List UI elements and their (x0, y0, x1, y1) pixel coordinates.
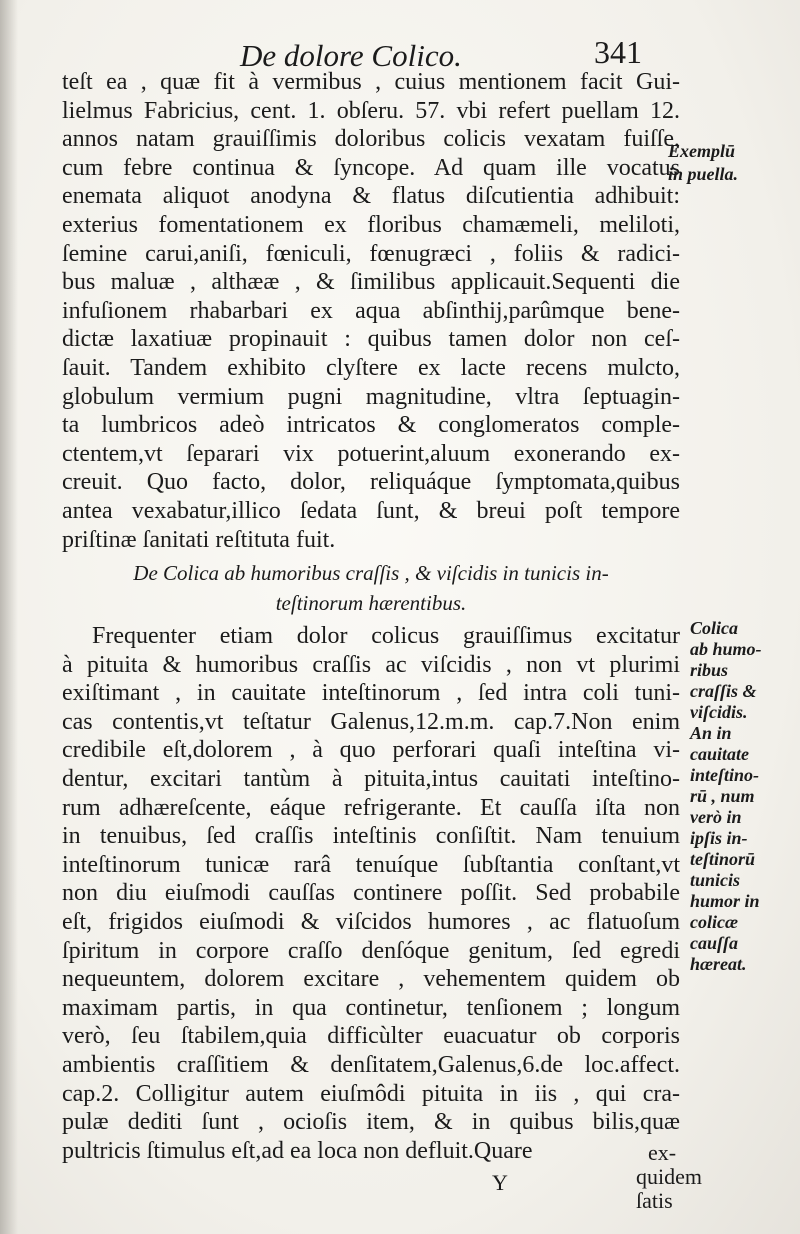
text-line: maximam partis, in qua continetur, tenſionem ; longum (62, 994, 680, 1021)
text-line: verò, ſeu ſtabilem,quia difficùlter euacuatur ob corporis (62, 1023, 680, 1050)
text-line: rum adhæreſcente, eáque refrigerante. Et cauſſa iſta non (62, 794, 680, 821)
text-line: pultricis ſtimulus eſt,ad ea loca non defluit.Quare (62, 1137, 533, 1164)
paragraph-1 (62, 68, 680, 554)
text-line: cap.2. Colligitur autem eiuſmôdi pituita in iis , qui cra- (62, 1080, 680, 1107)
text-line: enemata aliquot anodyna & flatus diſcutientia adhibuit: (62, 183, 680, 210)
text-line: dictæ laxatiuæ propinauit : quibus tamen dolor non ceſ- (62, 326, 680, 353)
text-line: credibile eſt,dolorem , à quo perforari quaſi inteſtina vi- (62, 737, 680, 764)
text-line: dentur, excitari tantùm à pituita,intus cauitati inteſtino- (62, 766, 680, 793)
margin-note-line: ab humo- (690, 639, 762, 659)
text-line: non diu eiuſmodi cauſſas continere poſſit. Sed probabile (62, 880, 680, 907)
margin-note-line: ribus (690, 660, 729, 680)
catchword-line: ex- (648, 1140, 677, 1165)
text-line: nequeuntem, dolorem excitare , vehementem quidem ob (62, 966, 680, 993)
margin-note-colica (690, 618, 762, 975)
text-line: exterius fomentationem ex floribus chamæmeli, meliloti, (62, 211, 680, 238)
margin-note-line: humor in (690, 891, 760, 911)
text-line: ctentem,vt ſeparari vix potuerint,aluum exonerando ex- (62, 440, 680, 467)
text-line: lielmus Fabricius, cent. 1. obſeru. 57. vbi refert puellam 12. (62, 97, 680, 124)
text-line: antea vexabatur,illico ſedata ſunt, & breui poſt tempore (62, 497, 680, 524)
section-heading (62, 558, 680, 618)
text-line: à pituita & humoribus craſſis ac viſcidis , non vt plurimi (62, 651, 680, 678)
margin-note-line: viſcidis. (690, 702, 748, 722)
gutter-shadow (0, 0, 18, 1234)
catchword-line: ſatis (636, 1188, 673, 1213)
text-line: ſemine carui,aniſi, fœniculi, fœnugræci , foliis & radici- (62, 240, 680, 267)
text-line: globulum vermium pugni magnitudine, vltra ſeptuagin- (62, 383, 680, 410)
main-text (62, 68, 680, 1165)
margin-note-line: inteſtino- (690, 765, 760, 785)
text-line: ta lumbricos adeò intricatos & conglomeratos comple- (62, 412, 680, 439)
text-line: infuſionem rhabarbari ex aqua abſinthij,parûmque bene- (62, 297, 680, 324)
signature-mark: Y (492, 1170, 508, 1195)
heading-line: De Colica ab humoribus craſſis , & viſcidis in tunicis in- (133, 561, 609, 586)
text-line: cas contentis,vt teſtatur Galenus,12.m.m. cap.7.Non enim (62, 708, 680, 735)
text-line: ſpiritum in corpore craſſo denſóque genitum, ſed egredi (62, 937, 680, 964)
margin-note-line: cauſſa (690, 933, 738, 953)
margin-note-line: tunicis (690, 870, 741, 890)
catchword-line: quidem (636, 1164, 702, 1189)
text-line: cum febre continua & ſyncope. Ad quam ille vocatus (62, 154, 680, 181)
margin-note-line: verò in (690, 807, 742, 827)
text-line: ſauit. Tandem exhibito clyſtere ex lacte recens mulcto, (62, 354, 680, 381)
margin-note-line: Colica (690, 618, 738, 638)
text-line: ambientis craſſitiem & denſitatem,Galenus,6.de loc.affect. (62, 1052, 680, 1078)
margin-note-line: ipſis in- (690, 828, 748, 848)
text-line: Frequenter etiam dolor colicus grauiſſimus excitatur (92, 623, 680, 650)
text-line: eſt, frigidos eiuſmodi & viſcidos humores , ac flatuoſum (62, 909, 680, 936)
page-number: 341 (594, 34, 642, 70)
margin-note-line: craſſis & (690, 681, 757, 701)
margin-note-line: Exemplū (668, 141, 736, 161)
text-line: priſtinæ ſanitati reſtituta fuit. (62, 526, 336, 553)
text-line: annos natam grauiſſimis doloribus colicis vexatam fuiſſe, (62, 126, 680, 153)
heading-line: teſtinorum hærentibus. (275, 591, 467, 616)
text-line: inteſtinorum tunicæ rarâ tenuíque ſubſtantia conſtant,vt (62, 851, 680, 878)
margin-note-example (668, 140, 738, 185)
text-line: in tenuibus, ſed craſſis inteſtinis conſiſtit. Nam tenuium (62, 823, 680, 850)
text-line: creuit. Quo facto, dolor, reliquáque ſymptomata,quibus (62, 469, 680, 496)
margin-note-line: rū , num (690, 786, 755, 806)
text-line: pulæ dediti ſunt , ocioſis item, & in quibus bilis,quæ (62, 1109, 680, 1136)
text-line: bus maluæ , althææ , & ſimilibus applicauit.Sequenti die (62, 269, 680, 296)
running-head: De dolore Colico. (240, 38, 462, 73)
margin-note-line: colicæ (690, 912, 738, 932)
text-line: exiſtimant , in cauitate inteſtinorum , ſed intra coli tuni- (62, 680, 680, 707)
paragraph-2 (62, 622, 680, 1165)
margin-note-line: teſtinorū (690, 849, 756, 869)
margin-note-line: in puella. (668, 163, 739, 184)
margin-note-line: hæreat. (690, 954, 747, 974)
margin-note-line: An in (690, 723, 732, 743)
text-line: teſt ea , quæ fit à vermibus , cuius mentionem facit Gui- (62, 69, 680, 95)
margin-note-line: cauitate (690, 744, 749, 764)
